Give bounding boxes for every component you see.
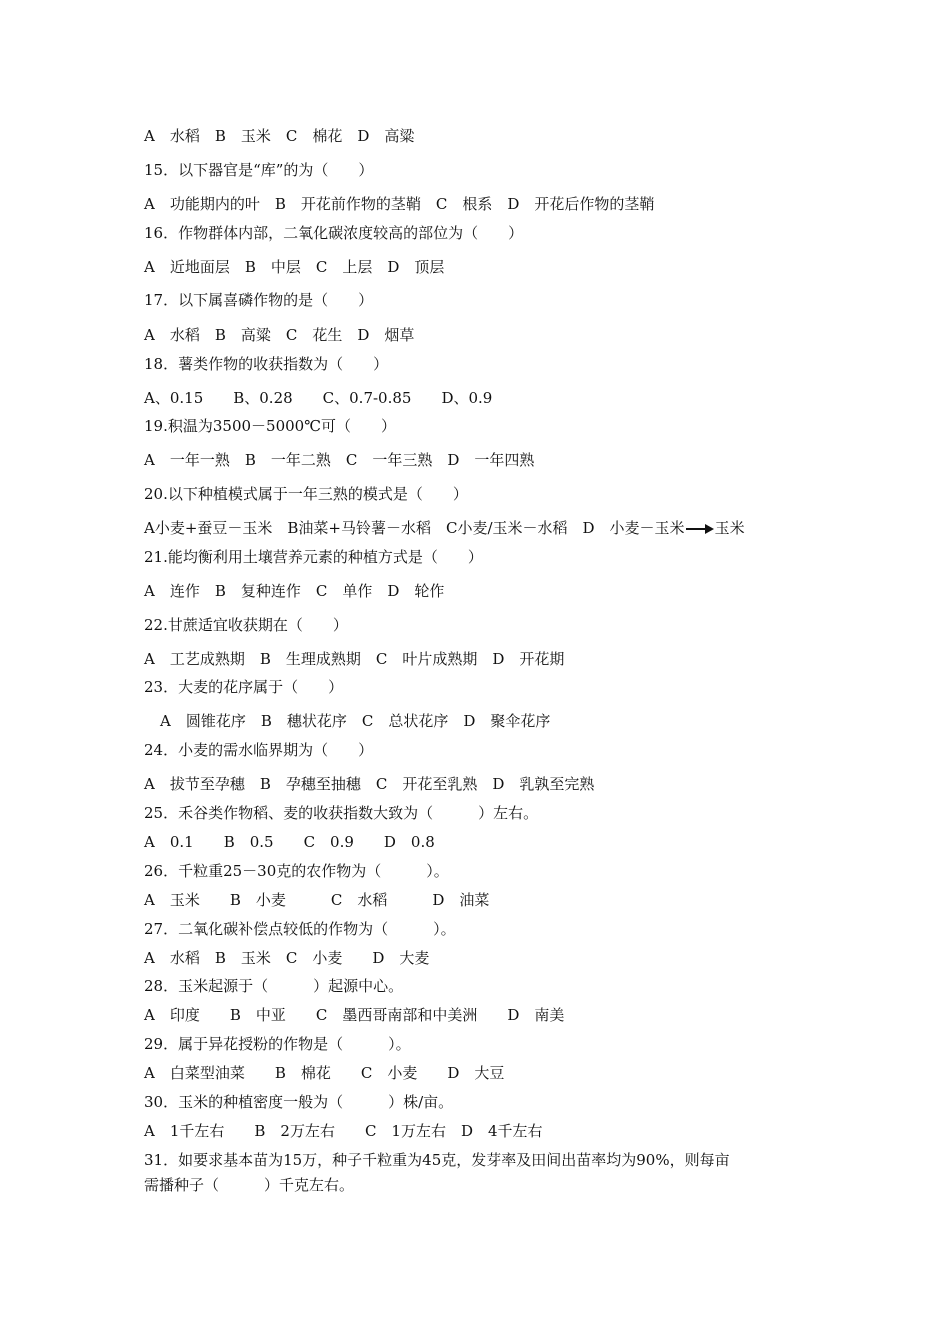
- q24-question: 24．小麦的需水临界期为（ ）: [144, 741, 374, 759]
- q26-question: 26．千粒重25－30克的农作物为（ ）。: [144, 862, 449, 880]
- q28-options: A 印度 B 中亚 C 墨西哥南部和中美洲 D 南美: [144, 1006, 565, 1024]
- q15-question: 15．以下器官是“库”的为（ ）: [144, 161, 374, 179]
- q25-options: A 0.1 B 0.5 C 0.9 D 0.8: [144, 833, 435, 851]
- q30-options: A 1千左右 B 2万左右 C 1万左右 D 4千左右: [144, 1122, 543, 1140]
- q30-question: 30．玉米的种植密度一般为（ ）株/亩。: [144, 1093, 454, 1111]
- q27-question: 27．二氧化碳补偿点较低的作物为（ ）。: [144, 920, 456, 938]
- arrow-right-icon: [685, 518, 715, 538]
- q29-options: A 白菜型油菜 B 棉花 C 小麦 D 大豆: [144, 1064, 505, 1082]
- q17-question: 17．以下属喜磷作物的是（ ）: [144, 291, 374, 309]
- q20-question: 20.以下种植模式属于一年三熟的模式是（ ）: [144, 485, 468, 503]
- q19-options: A 一年一熟 B 一年二熟 C 一年三熟 D 一年四熟: [144, 451, 535, 469]
- q16-options: A 近地面层 B 中层 C 上层 D 顶层: [144, 258, 445, 276]
- q18-options: A、0.15 B、0.28 C、0.7-0.85 D、0.9: [144, 389, 493, 407]
- q14-options: A 水稻 B 玉米 C 棉花 D 高粱: [144, 127, 415, 145]
- q27-options: A 水稻 B 玉米 C 小麦 D 大麦: [144, 949, 430, 967]
- q17-options: A 水稻 B 高粱 C 花生 D 烟草: [144, 326, 415, 344]
- q21-options: A 连作 B 复种连作 C 单作 D 轮作: [144, 582, 445, 600]
- q23-question: 23．大麦的花序属于（ ）: [144, 678, 344, 696]
- q22-question: 22.甘蔗适宜收获期在（ ）: [144, 616, 348, 634]
- q19-question: 19.积温为3500－5000℃可（ ）: [144, 417, 396, 435]
- q31-question-line1: 31．如要求基本苗为15万，种子千粒重为45克，发芽率及田间出苗率均为90%，则每亩: [144, 1151, 730, 1169]
- q15-options: A 功能期内的叶 B 开花前作物的茎鞘 C 根系 D 开花后作物的茎鞘: [144, 195, 655, 213]
- q31-question-line2: 需播种子（ ）千克左右。: [144, 1176, 355, 1194]
- q20-options: [144, 518, 745, 538]
- q20-options-tail: 玉米: [714, 519, 745, 537]
- q26-options: A 玉米 B 小麦 C 水稻 D 油菜: [144, 891, 490, 909]
- q24-options: A 拔节至孕穗 B 孕穗至抽穗 C 开花至乳熟 D 乳孰至完熟: [144, 775, 595, 793]
- q28-question: 28．玉米起源于（ ）起源中心。: [144, 977, 404, 995]
- q20-options-text: A小麦+蚕豆－玉米 B油菜+马铃薯－水稻 C小麦/玉米－水稻 D 小麦－玉米: [144, 519, 685, 537]
- q21-question: 21.能均衡利用土壤营养元素的种植方式是（ ）: [144, 548, 483, 566]
- q18-question: 18．薯类作物的收获指数为（ ）: [144, 355, 389, 373]
- q25-question: 25．禾谷类作物稻、麦的收获指数大致为（ ）左右。: [144, 804, 539, 822]
- q29-question: 29．属于异花授粉的作物是（ ）。: [144, 1035, 411, 1053]
- q16-question: 16．作物群体内部，二氧化碳浓度较高的部位为（ ）: [144, 224, 524, 242]
- q22-options: A 工艺成熟期 B 生理成熟期 C 叶片成熟期 D 开花期: [144, 650, 565, 668]
- q23-options: A 圆锥花序 B 穗状花序 C 总状花序 D 聚伞花序: [160, 712, 551, 730]
